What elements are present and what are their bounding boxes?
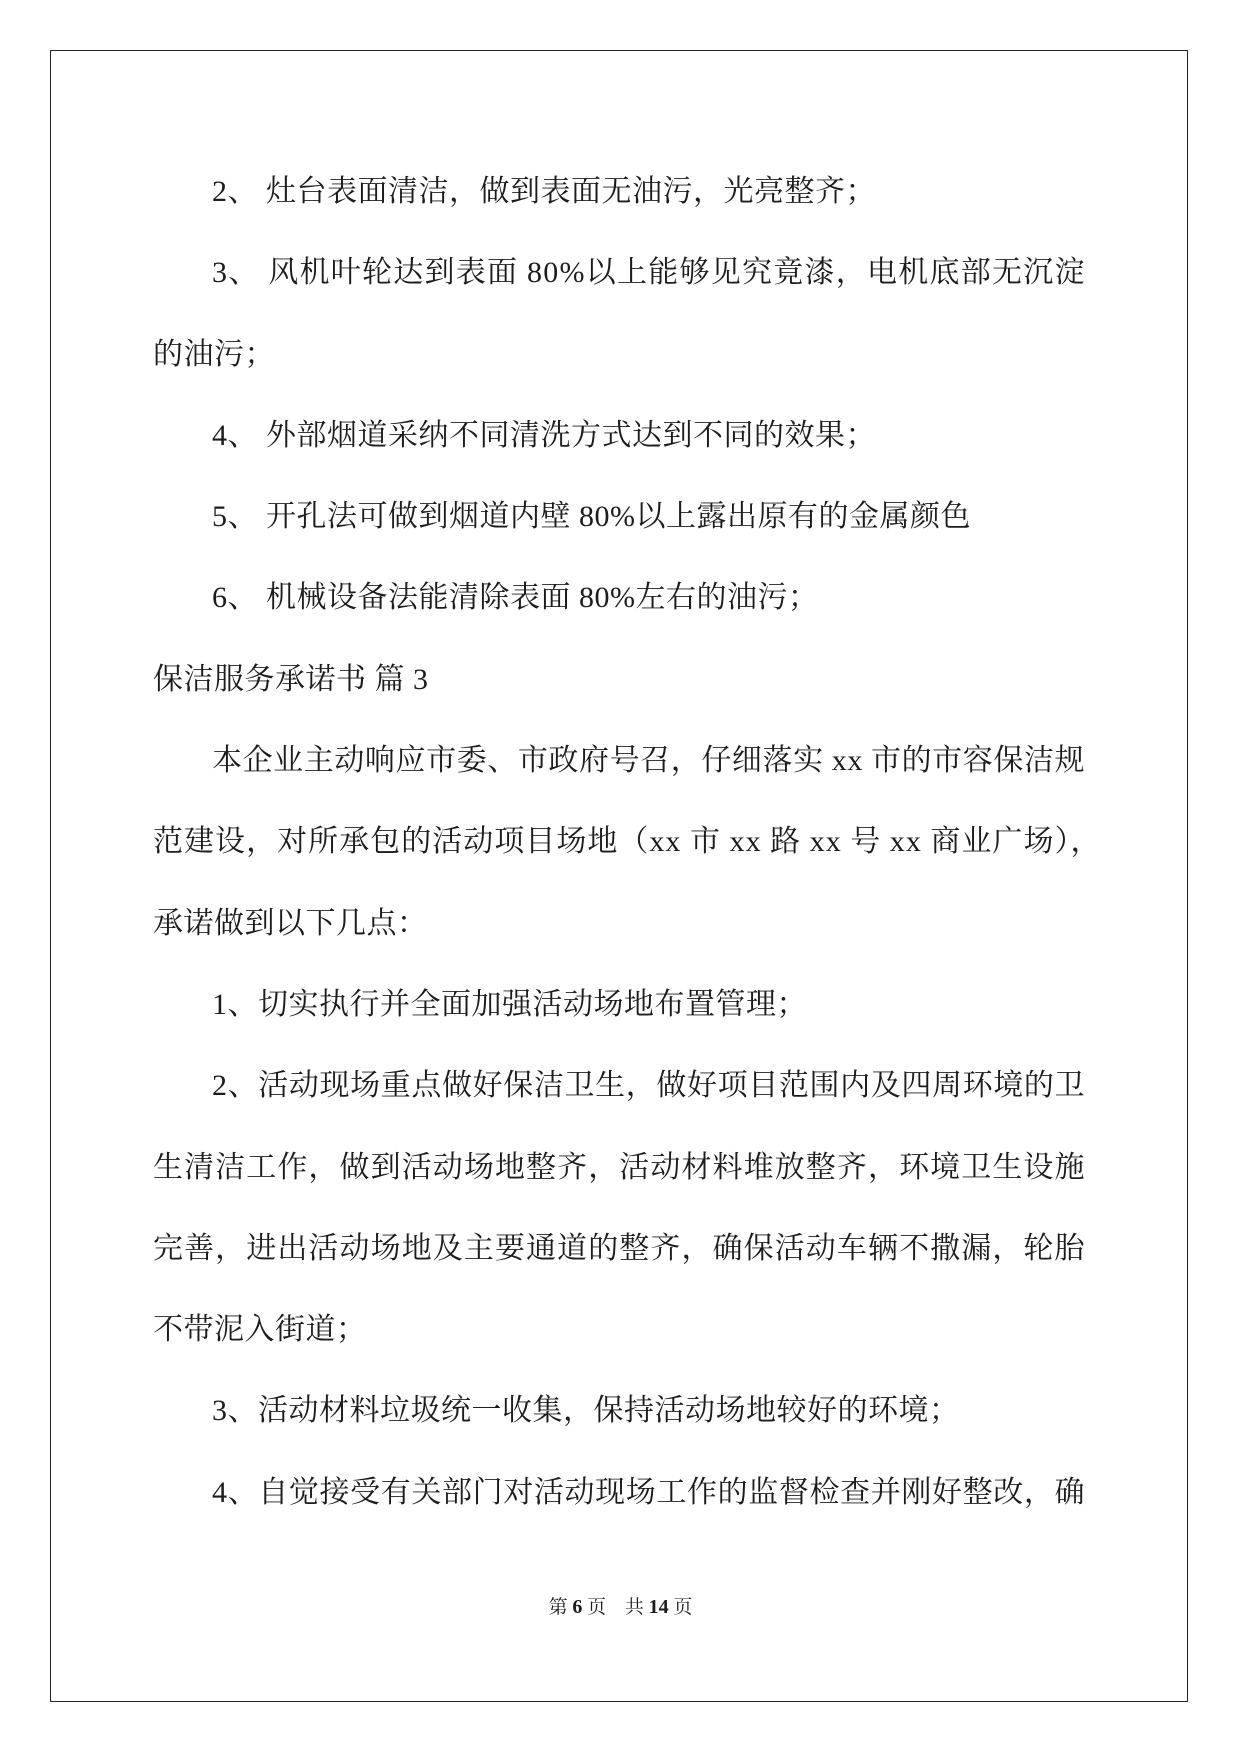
- list-item: [0, 1045, 1241, 1370]
- text-line: 范建设，对所承包的活动项目场地（xx 市 xx 路 xx 号 xx 商业广场），: [153, 825, 1102, 859]
- document-body: [0, 151, 1241, 1533]
- text-line: 本企业主动响应市委、市政府号召，仔细落实 xx 市的市容保洁规: [212, 744, 1086, 778]
- text-line: 3、 风机叶轮达到表面 80%以上能够见究竟漆，电机底部无沉淀: [212, 256, 1086, 290]
- text-line: 5、 开孔法可做到烟道内壁 80%以上露出原有的金属颜色: [212, 500, 971, 534]
- intro-paragraph: [0, 720, 1241, 964]
- page-label-prefix: 第: [548, 1597, 568, 1618]
- text-line: 2、 灶台表面清洁，做到表面无油污，光亮整齐；: [212, 175, 876, 208]
- list-item: [0, 964, 1241, 1045]
- text-line: 完善，进出活动场地及主要通道的整齐，确保活动车辆不撒漏，轮胎: [153, 1231, 1086, 1265]
- list-item: [0, 151, 1241, 232]
- list-item: [0, 1370, 1241, 1451]
- page-footer: [0, 1594, 1241, 1620]
- total-pages: 14: [648, 1596, 669, 1618]
- list-item: [0, 476, 1241, 557]
- text-line: 的油污；: [153, 337, 275, 371]
- text-line: 不带泥入街道；: [153, 1313, 367, 1347]
- list-item: [0, 232, 1241, 395]
- list-item: [0, 1452, 1241, 1533]
- text-line: 1、切实执行并全面加强活动场地布置管理；: [212, 987, 807, 1021]
- text-line: 2、活动现场重点做好保洁卫生，做好项目范围内及四周环境的卫: [212, 1069, 1086, 1103]
- list-item: [0, 557, 1241, 638]
- total-label-prefix: 共: [624, 1597, 644, 1618]
- text-line: 3、活动材料垃圾统一收集，保持活动场地较好的环境；: [212, 1394, 960, 1428]
- text-line: 4、 外部烟道采纳不同清洗方式达到不同的效果；: [212, 418, 876, 452]
- text-line: 生清洁工作，做到活动场地整齐，活动材料堆放整齐，环境卫生设施: [153, 1150, 1086, 1184]
- text-line: 承诺做到以下几点：: [153, 906, 428, 940]
- text-line: 6、 机械设备法能清除表面 80%左右的油污；: [212, 581, 819, 615]
- total-label-suffix: 页: [673, 1597, 693, 1618]
- section-heading: 保洁服务承诺书 篇 3: [153, 662, 429, 696]
- text-line: 4、自觉接受有关部门对活动现场工作的监督检查并刚好整改，确: [212, 1475, 1086, 1509]
- page-label-suffix: 页: [587, 1597, 607, 1618]
- list-item: [0, 395, 1241, 476]
- page-number: 6: [572, 1596, 583, 1618]
